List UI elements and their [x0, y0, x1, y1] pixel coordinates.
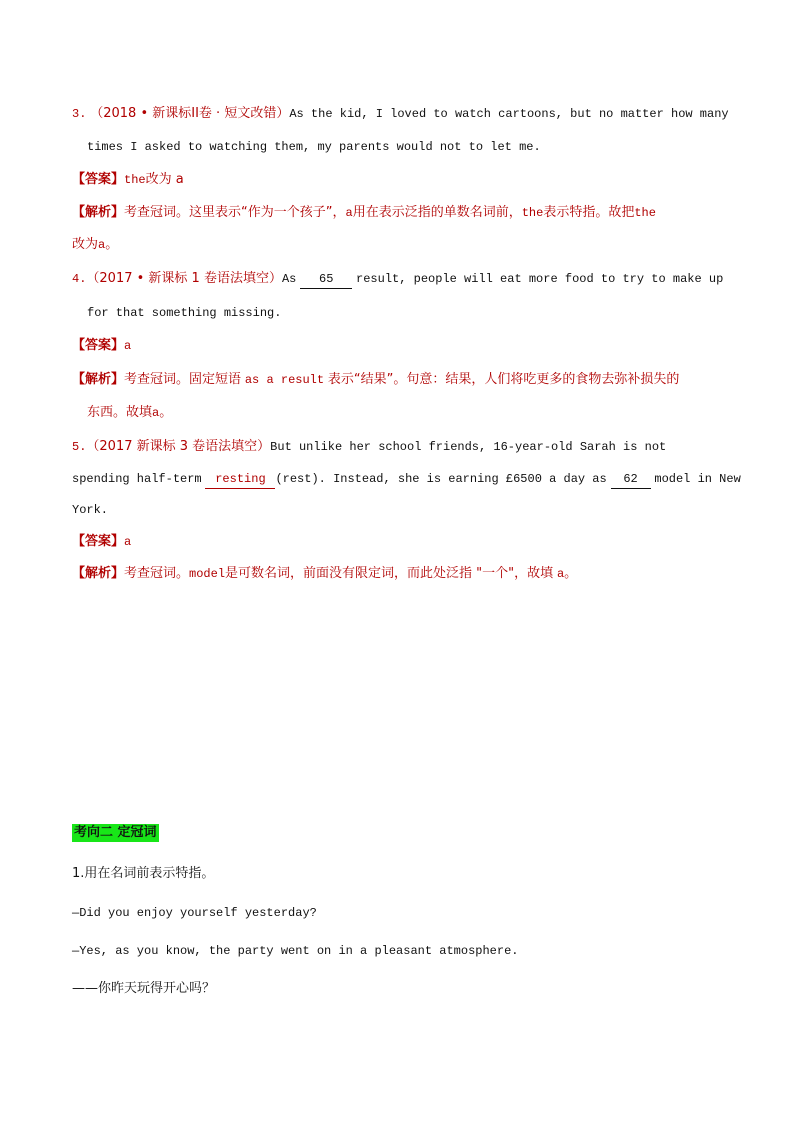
q3-analysis-l2a: 改为: [72, 237, 99, 252]
q4-analysis-b: as a result: [244, 373, 325, 387]
q4-text-line2: for that something missing.: [87, 306, 282, 320]
q3-answer: [72, 170, 724, 189]
q5-line1: [72, 437, 724, 456]
q4-blank: 65: [300, 270, 352, 289]
q4-analysis-l2c: 。: [159, 405, 173, 420]
q5-blank1: resting: [205, 470, 275, 489]
q3-analysis-b: a: [345, 206, 353, 220]
q3-answer-text: 改为 a: [145, 172, 184, 187]
q3-analysis-e: 表示特指。故把: [543, 205, 635, 220]
q3-line2: [87, 137, 724, 156]
q3-analysis-f: the: [634, 206, 656, 220]
q5-line3: [72, 500, 724, 519]
dialog-text-3: ——你昨天玩得开心吗？: [72, 981, 216, 996]
q4-post: result, people will eat more food to try to make up: [356, 272, 724, 286]
q5-number: 5.: [72, 440, 87, 454]
q5-blank2: 62: [611, 470, 651, 489]
q3-analysis-c: 用在表示泛指的单数名词前，: [352, 205, 522, 220]
q3-number: 3.: [72, 107, 87, 121]
q5-analysis-e: 。: [564, 566, 578, 581]
answer-label: 【答案】: [72, 172, 125, 187]
q3-analysis-line2: [72, 235, 724, 254]
q4-number: 4.: [72, 272, 87, 286]
q4-analysis-c: 表示“结果”。句意：结果，人们将吃更多的食物去弥补损失的: [327, 372, 680, 387]
q3-line1: [72, 104, 729, 123]
analysis-label: 【解析】: [72, 372, 125, 387]
q3-analysis-d: the: [521, 206, 544, 220]
q4-source: （2017 • 新课标 1 卷语法填空）: [86, 271, 282, 286]
q5-line2-post: model in New: [654, 472, 741, 486]
dialog-line-3: [72, 979, 724, 998]
answer-label: 【答案】: [72, 534, 125, 549]
q5-line2-pre: spending half-term: [72, 472, 202, 486]
q4-pre: As: [281, 272, 297, 286]
q5-text-line1: But unlike her school friends, 16-year-old Sarah is not: [270, 440, 667, 454]
q3-analysis-l2c: 。: [105, 237, 119, 252]
q3-answer-word: the: [124, 173, 146, 187]
section-heading: 考向二 定冠词: [74, 825, 157, 840]
q4-analysis-line1: [72, 370, 724, 389]
q3-source: （2018 • 新课标II卷 · 短文改错）: [90, 106, 290, 121]
q3-text-line1: As the kid, I loved to watch cartoons, but no matter how many: [289, 107, 729, 121]
q5-analysis-a: 考查冠词。: [124, 566, 190, 581]
q3-analysis-line1: [72, 203, 724, 222]
answer-label: 【答案】: [72, 338, 125, 353]
q3-analysis-a: 考查冠词。这里表示“作为一个孩子”，: [124, 205, 346, 220]
q4-line2: [87, 303, 724, 322]
q4-line1: [72, 269, 724, 289]
q5-analysis-c: 是可数名词，前面没有限定词，而此处泛指 "一个"，故填: [225, 566, 554, 581]
analysis-label: 【解析】: [72, 566, 125, 581]
q4-analysis-l2a: 东西。故填: [87, 405, 153, 420]
q4-answer-text: a: [124, 339, 132, 353]
dialog-text-1: —Did you enjoy yourself yesterday?: [72, 906, 317, 920]
dialog-text-2: —Yes, as you know, the party went on in a pleasant atmosphere.: [72, 944, 519, 958]
section-rule: [72, 864, 724, 883]
q5-analysis: [72, 564, 724, 583]
q4-analysis-l2b: a: [152, 406, 160, 420]
q5-line2: [72, 469, 741, 489]
q5-analysis-d: a: [556, 567, 565, 581]
section-rule-text: 1.用在名词前表示特指。: [72, 866, 215, 881]
q5-source: （2017 新课标 3 卷语法填空）: [86, 439, 271, 454]
q5-answer-text: a: [124, 535, 132, 549]
q4-analysis-a: 考查冠词。固定短语: [124, 372, 242, 387]
q3-text-line2: times I asked to watching them, my parents would not to let me.: [87, 140, 541, 154]
q3-analysis-l2b: a: [98, 238, 106, 252]
analysis-label: 【解析】: [72, 205, 125, 220]
q5-analysis-b: model: [189, 567, 226, 581]
dialog-line-2: [72, 941, 724, 960]
q4-answer: [72, 336, 724, 355]
dialog-line-1: [72, 903, 724, 922]
q5-text-line3: York.: [72, 503, 109, 517]
q4-analysis-line2: [87, 403, 724, 422]
q5-line2-mid: (rest). Instead, she is earning £6500 a day as: [275, 472, 607, 486]
q5-answer: [72, 532, 724, 551]
